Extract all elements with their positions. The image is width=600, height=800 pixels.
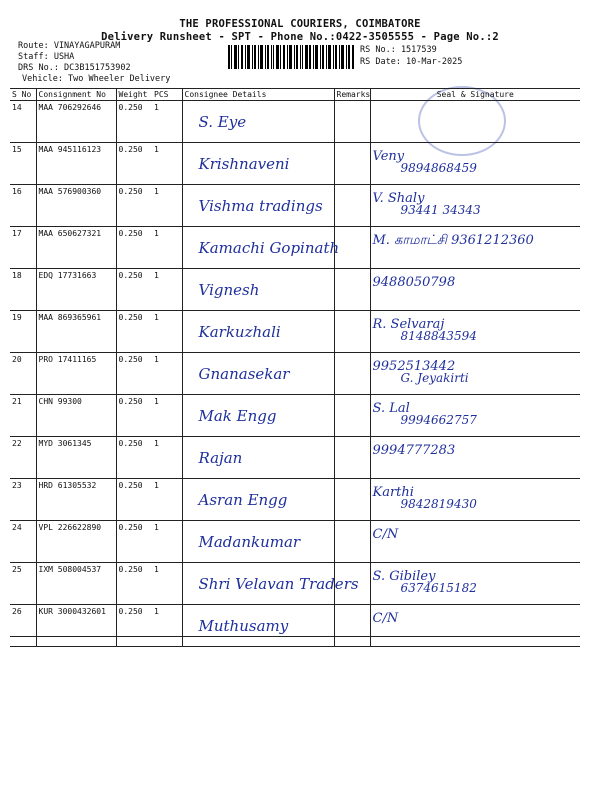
signature-handwriting: 9488050798: [372, 275, 456, 290]
row-weight: 0.250: [116, 353, 152, 395]
rs-number: RS No.: 1517539: [360, 45, 437, 55]
runsheet-table: [10, 88, 580, 647]
row-consignee-cell: [182, 227, 340, 269]
table-row: [10, 521, 580, 563]
row-consignment-no: HRD 61305532: [36, 479, 116, 521]
table-row: [10, 311, 580, 353]
row-consignee-cell: [182, 395, 334, 437]
signature-handwriting: Karthi: [372, 485, 414, 500]
row-signature-cell: [370, 353, 580, 395]
vehicle-label: Vehicle: Two Wheeler Delivery: [22, 74, 171, 84]
row-sno: 22: [10, 437, 36, 479]
row-pcs: 1: [152, 101, 182, 143]
row-remarks: [334, 185, 370, 227]
row-sno: 21: [10, 395, 36, 437]
row-signature-cell: [370, 395, 580, 437]
row-consignment-no: VPL 226622890: [36, 521, 116, 563]
consignee-handwriting: Kamachi Gopinath: [198, 239, 340, 257]
signature-phone-handwriting: 9994662757: [400, 413, 477, 427]
row-sno: 15: [10, 143, 36, 185]
table-row: [10, 227, 580, 269]
row-consignee-cell: [182, 479, 334, 521]
row-remarks: [334, 521, 370, 563]
barcode-image: [228, 45, 354, 69]
row-remarks: [334, 227, 370, 269]
table-bottom-rule: [10, 636, 580, 637]
consignee-handwriting: Muthusamy: [198, 617, 289, 635]
row-weight: 0.250: [116, 563, 152, 605]
row-signature-cell: [370, 269, 580, 311]
signature-handwriting: S. Lal: [372, 401, 410, 416]
row-consignment-no: MAA 650627321: [36, 227, 116, 269]
table-row: [10, 395, 580, 437]
row-consignment-no: MYD 3061345: [36, 437, 116, 479]
row-consignee-cell: [182, 437, 334, 479]
row-consignment-no: EDQ 17731663: [36, 269, 116, 311]
consignee-handwriting: Rajan: [198, 449, 243, 467]
row-weight: 0.250: [116, 605, 152, 647]
signature-phone-handwriting: G. Jeyakirti: [400, 371, 469, 385]
consignee-handwriting: Shri Velavan Traders: [198, 575, 359, 593]
consignee-handwriting: Mak Engg: [198, 407, 277, 425]
signature-handwriting: C/N: [372, 611, 399, 626]
row-pcs: 1: [152, 227, 182, 269]
row-consignment-no: MAA 706292646: [36, 101, 116, 143]
signature-handwriting: [373, 103, 579, 107]
row-pcs: 1: [152, 143, 182, 185]
row-remarks: [334, 479, 370, 521]
row-consignment-no: MAA 869365961: [36, 311, 116, 353]
table-row: [10, 605, 580, 647]
row-consignment-no: MAA 945116123: [36, 143, 116, 185]
staff-label: Staff: USHA: [18, 52, 75, 62]
row-signature-cell: [370, 605, 580, 647]
row-signature-cell: [370, 479, 580, 521]
consignee-handwriting: Vishma tradings: [198, 197, 323, 215]
row-consignee-cell: [182, 143, 334, 185]
row-sno: 20: [10, 353, 36, 395]
row-remarks: [334, 395, 370, 437]
row-weight: 0.250: [116, 185, 152, 227]
row-consignee-cell: [182, 605, 334, 647]
row-consignee-cell: [182, 353, 334, 395]
col-weight: Weight: [116, 89, 152, 101]
signature-phone-handwriting: 93441 34343: [400, 203, 481, 217]
row-remarks: [334, 311, 370, 353]
signature-handwriting: Veny: [372, 149, 405, 164]
consignee-handwriting: Karkuzhali: [198, 323, 281, 341]
row-consignee-cell: [182, 311, 334, 353]
row-sno: 24: [10, 521, 36, 563]
row-consignee-cell: [182, 563, 359, 605]
consignee-handwriting: Gnanasekar: [198, 365, 290, 383]
row-consignment-no: CHN 99300: [36, 395, 116, 437]
row-sno: 16: [10, 185, 36, 227]
signature-handwriting: 9952513442: [372, 359, 456, 374]
col-sno: S No: [10, 89, 36, 101]
col-pcs: PCS: [152, 89, 182, 101]
row-consignment-no: PRO 17411165: [36, 353, 116, 395]
row-consignment-no: KUR 3000432601: [36, 605, 116, 647]
signature-handwriting: R. Selvaraj: [372, 317, 445, 332]
row-consignee-cell: [182, 269, 334, 311]
table-row: [10, 353, 580, 395]
row-remarks: [334, 353, 370, 395]
row-weight: 0.250: [116, 227, 152, 269]
signature-handwriting: S. Gibiley: [372, 569, 436, 584]
table-row: [10, 185, 580, 227]
route-label: Route: VINAYAGAPURAM: [18, 41, 121, 51]
signature-handwriting: C/N: [372, 527, 399, 542]
row-remarks: [334, 437, 370, 479]
row-sno: 19: [10, 311, 36, 353]
row-signature-cell: [370, 143, 580, 185]
signature-phone-handwriting: 9894868459: [400, 161, 477, 175]
row-remarks: [334, 143, 370, 185]
signature-handwriting: M. காமாட்சி 9361212360: [372, 233, 534, 248]
signature-phone-handwriting: 6374615182: [400, 581, 477, 595]
row-consignee-cell: [182, 521, 334, 563]
row-signature-cell: [370, 227, 580, 269]
row-weight: 0.250: [116, 395, 152, 437]
row-weight: 0.250: [116, 269, 152, 311]
table-row: [10, 563, 580, 605]
col-consignee: Consignee Details: [182, 89, 334, 101]
row-pcs: 1: [152, 563, 182, 605]
row-consignee-cell: [182, 101, 334, 143]
consignee-handwriting: S. Eye: [198, 113, 247, 131]
consignee-handwriting: Asran Engg: [198, 491, 288, 509]
row-signature-cell: [370, 185, 580, 227]
row-weight: 0.250: [116, 437, 152, 479]
row-sno: 26: [10, 605, 36, 647]
row-signature-cell: [370, 563, 580, 605]
row-signature-cell: [370, 101, 580, 143]
col-remarks: Remarks: [334, 89, 370, 101]
row-sno: 23: [10, 479, 36, 521]
row-signature-cell: [370, 311, 580, 353]
table-row: [10, 101, 580, 143]
row-weight: 0.250: [116, 479, 152, 521]
row-remarks: [334, 101, 370, 143]
consignee-handwriting: Vignesh: [198, 281, 260, 299]
row-signature-cell: [370, 437, 580, 479]
col-seal-signature: Seal & Signature: [370, 89, 580, 101]
table-row: [10, 143, 580, 185]
row-pcs: 1: [152, 605, 182, 647]
table-row: [10, 269, 580, 311]
row-weight: 0.250: [116, 101, 152, 143]
row-signature-cell: [370, 521, 580, 563]
row-pcs: 1: [152, 437, 182, 479]
row-weight: 0.250: [116, 311, 152, 353]
row-pcs: 1: [152, 311, 182, 353]
row-pcs: 1: [152, 353, 182, 395]
row-pcs: 1: [152, 521, 182, 563]
row-sno: 25: [10, 563, 36, 605]
consignee-handwriting: Madankumar: [198, 533, 301, 551]
row-remarks: [334, 269, 370, 311]
row-pcs: 1: [152, 479, 182, 521]
table-row: [10, 437, 580, 479]
rs-date: RS Date: 10-Mar-2025: [360, 57, 463, 67]
company-title: THE PROFESSIONAL COURIERS, COIMBATORE: [179, 18, 421, 30]
table-header-row: [10, 89, 580, 101]
row-consignment-no: MAA 576900360: [36, 185, 116, 227]
row-pcs: 1: [152, 185, 182, 227]
row-consignment-no: IXM 508004537: [36, 563, 116, 605]
consignee-handwriting: Krishnaveni: [198, 155, 290, 173]
signature-handwriting: 9994777283: [372, 443, 456, 458]
row-sno: 17: [10, 227, 36, 269]
row-sno: 14: [10, 101, 36, 143]
row-remarks: [334, 605, 370, 647]
signature-phone-handwriting: 9842819430: [400, 497, 477, 511]
signature-handwriting: V. Shaly: [372, 191, 425, 206]
drs-number: DRS No.: DC3B151753902: [18, 63, 131, 73]
row-pcs: 1: [152, 269, 182, 311]
row-weight: 0.250: [116, 143, 152, 185]
row-sno: 18: [10, 269, 36, 311]
row-weight: 0.250: [116, 521, 152, 563]
row-consignee-cell: [182, 185, 334, 227]
col-consignment: Consignment No: [36, 89, 116, 101]
runsheet-subtitle: Delivery Runsheet - SPT - Phone No.:0422-3505555 - Page No.:2: [101, 31, 499, 43]
table-row: [10, 479, 580, 521]
row-pcs: 1: [152, 395, 182, 437]
signature-phone-handwriting: 8148843594: [400, 329, 477, 343]
